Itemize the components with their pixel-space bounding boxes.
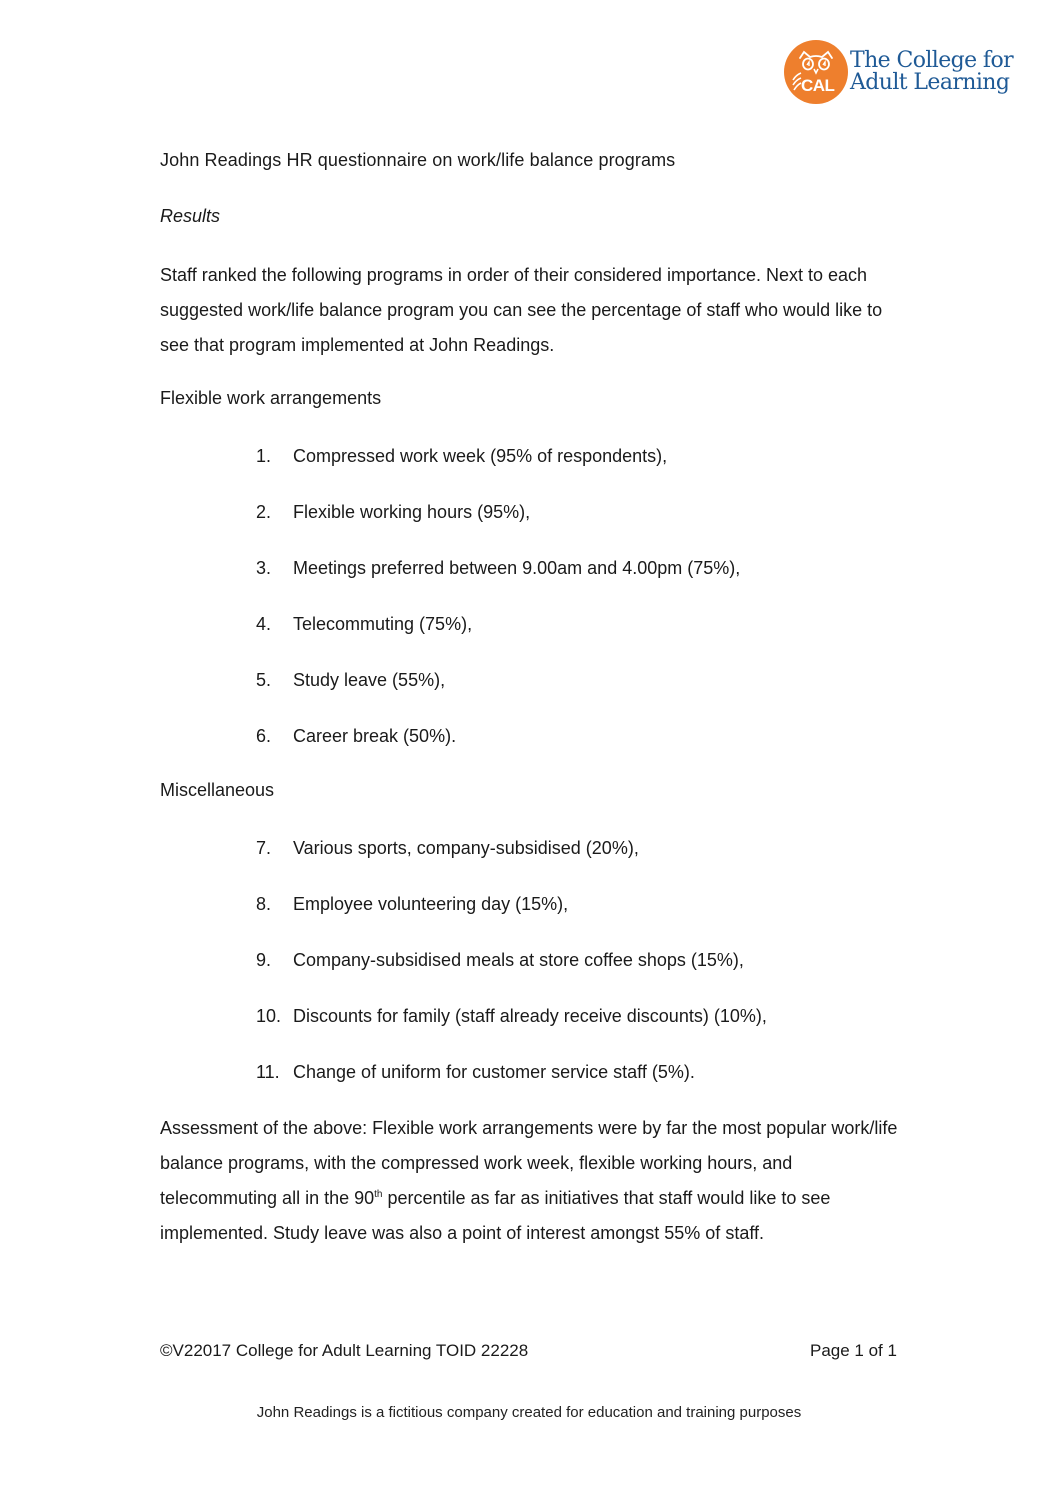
footer-disclaimer: John Readings is a fictitious company created for education and training purposes [256, 1404, 802, 1421]
item-number: 4. [256, 614, 272, 634]
item-number: 1. [256, 446, 272, 466]
document-title: John Readings HR questionnaire on work/life balance programs [160, 150, 676, 170]
assessment-label: Assessment of the above: [160, 1118, 368, 1138]
item-number: 6. [256, 726, 272, 746]
item-text: Various sports, company-subsidised (20%), [293, 838, 639, 858]
item-text: Company-subsidised meals at store coffee shops (15%), [293, 950, 744, 970]
list-item [256, 1005, 767, 1061]
item-number: 3. [256, 558, 272, 578]
item-number: 8. [256, 894, 272, 914]
list-item [256, 837, 767, 893]
item-text: Discounts for family (staff already receive discounts) (10%), [293, 1006, 767, 1026]
list-item [256, 613, 740, 669]
item-number: 9. [256, 950, 272, 970]
results-subtitle: Results [160, 206, 221, 226]
logo-badge-text: CAL [801, 76, 835, 95]
item-number: 7. [256, 838, 272, 858]
section-heading-miscellaneous: Miscellaneous [160, 780, 275, 800]
intro-paragraph: Staff ranked the following programs in order of their considered importance. Next to each suggested work/life balance program you can see the percentage of staff who would like to see that program implemented at John Readings. [160, 265, 883, 355]
item-text: Meetings preferred between 9.00am and 4.00pm (75%), [293, 558, 741, 578]
list-item [256, 501, 740, 557]
footer-copyright: ©V22017 College for Adult Learning TOID 22228 [160, 1341, 529, 1360]
list-item [256, 725, 740, 781]
item-number: 10. [256, 1006, 282, 1026]
list-item [256, 949, 767, 1005]
item-text: Change of uniform for customer service staff (5%). [293, 1062, 695, 1082]
list-item [256, 669, 740, 725]
item-text: Compressed work week (95% of respondents), [293, 446, 668, 466]
assessment-text-continued: percentile as far as initiatives that staff would like to see implemented. Study leave was also a point of interest amongst 55% of staff. [160, 1188, 831, 1243]
logo-wordmark [850, 50, 1013, 94]
college-logo [784, 40, 1013, 104]
logo-line-1: The College for [850, 48, 1014, 73]
item-number: 5. [256, 670, 272, 690]
list-item [256, 445, 740, 501]
assessment-superscript: th [374, 1189, 383, 1200]
item-text: Telecommuting (75%), [293, 614, 473, 634]
list-item [256, 893, 767, 949]
assessment-paragraph [160, 1111, 905, 1251]
flexible-work-list [256, 445, 740, 781]
miscellaneous-list [256, 837, 767, 1117]
list-item [256, 1061, 767, 1117]
section-heading-flexible-work: Flexible work arrangements [160, 388, 382, 408]
logo-line-2: Adult Learning [850, 70, 1010, 95]
item-text: Career break (50%). [293, 726, 457, 746]
item-text: Flexible working hours (95%), [293, 502, 531, 522]
item-text: Employee volunteering day (15%), [293, 894, 569, 914]
footer-page-number: Page 1 of 1 [810, 1341, 897, 1360]
assessment-text: Flexible work arrangements were by far the most popular work/life balance programs, with the compressed work week, flexible working hours, and telecommuting all in the 90 [160, 1118, 898, 1208]
item-text: Study leave (55%), [293, 670, 446, 690]
item-number: 11. [256, 1062, 280, 1082]
item-number: 2. [256, 502, 272, 522]
owl-icon [784, 40, 848, 104]
list-item [256, 557, 740, 613]
